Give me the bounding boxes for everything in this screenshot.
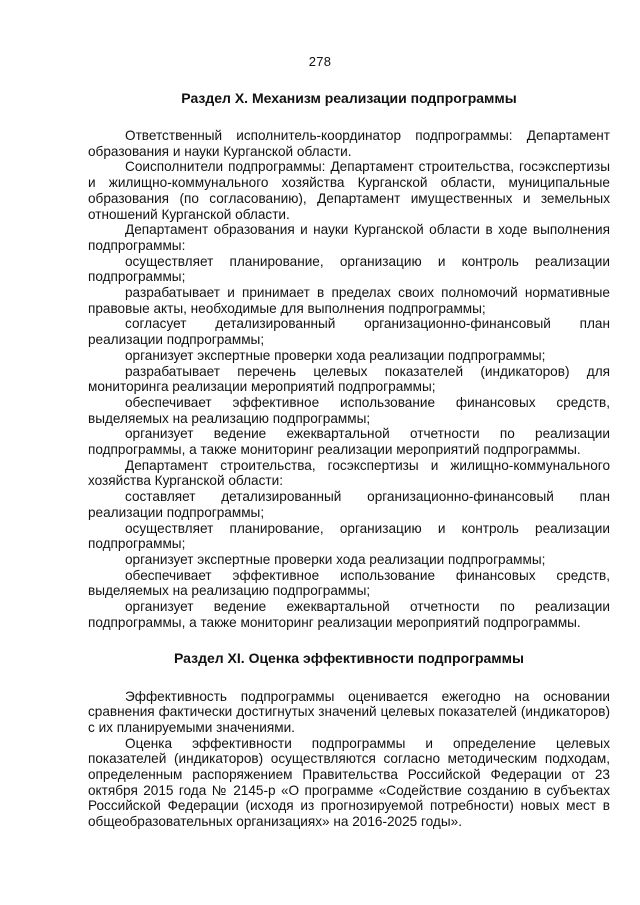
paragraph: Департамент строительства, госэкспертизы и жилищно-коммунального хозяйства Курганской области:	[88, 457, 610, 489]
paragraph: осуществляет планирование, организацию и контроль реализации подпрограммы;	[88, 253, 610, 285]
paragraph: осуществляет планирование, организацию и контроль реализации подпрограммы;	[88, 520, 610, 552]
paragraph: обеспечивает эффективное использование финансовых средств, выделяемых на реализацию подпрограммы;	[88, 394, 610, 426]
section-11-title: Раздел XI. Оценка эффективности подпрограммы	[174, 649, 524, 666]
section-10-title: Раздел X. Механизм реализации подпрограммы	[181, 90, 517, 106]
document-body	[88, 90, 610, 830]
paragraph: разрабатывает перечень целевых показателей (индикаторов) для мониторинга реализации мероприятий подпрограммы;	[88, 363, 610, 395]
paragraph: Эффективность подпрограммы оценивается ежегодно на основании сравнения фактически достигнутых значений целевых показателей (индикаторов) с их планируемыми значениями.	[88, 688, 610, 735]
paragraph: Соисполнители подпрограммы: Департамент строительства, госэкспертизы и жилищно-коммунального хозяйства Курганской области, муниципальные образования (по согласованию), Департамент имущественных и земельных отношений Курганской области.	[88, 159, 610, 222]
paragraph: обеспечивает эффективное использование финансовых средств, выделяемых на реализацию подпрограммы;	[88, 567, 610, 599]
paragraph: Ответственный исполнитель-координатор подпрограммы: Департамент образования и науки Курганской области.	[88, 128, 610, 159]
paragraph: организует экспертные проверки хода реализации подпрограммы;	[125, 551, 546, 567]
paragraph: организует экспертные проверки хода реализации подпрограммы;	[125, 347, 546, 363]
paragraph: составляет детализированный организационно-финансовый план реализации подпрограммы;	[88, 489, 610, 520]
paragraph: разрабатывает и принимает в пределах своих полномочий нормативные правовые акты, необходимые для выполнения подпрограммы;	[88, 285, 610, 316]
paragraph: организует ведение ежеквартальной отчетности по реализации подпрограммы, а также мониторинг реализации мероприятий подпрограммы.	[88, 599, 610, 630]
paragraph: Оценка эффективности подпрограммы и определение целевых показателей (индикаторов) осуществляются согласно методическим подходам, определенным распоряжением Правительства Российской Федерации от 23 октября 2015 года № 2145-р «О программе «Содействие созданию в субъектах Российской Федерации (исходя из прогнозируемой потребности) новых мест в общеобразовательных организациях» на 2016-2025 годы».	[88, 735, 610, 830]
page-number: 278	[308, 54, 332, 69]
paragraph: согласует детализированный организационно-финансовый план реализации подпрограммы;	[88, 316, 610, 348]
paragraph: организует ведение ежеквартальной отчетности по реализации подпрограммы, а также мониторинг реализации мероприятий подпрограммы.	[88, 426, 610, 458]
paragraph: Департамент образования и науки Курганской области в ходе выполнения подпрограммы:	[88, 222, 610, 253]
